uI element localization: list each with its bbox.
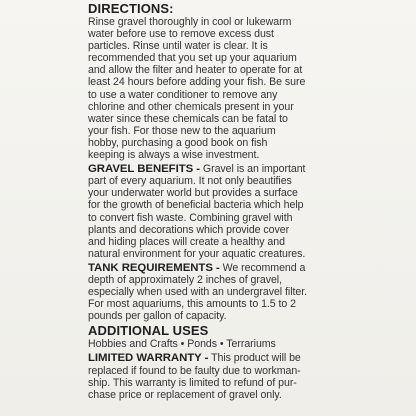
directions-line: and allow the filter and heater to operate for at (88, 64, 303, 77)
gravel-benefits-line: for the growth of beneficial bacteria which help (88, 199, 304, 212)
directions-line: least 24 hours before adding your fish. Be sure (88, 76, 306, 89)
limited-warranty-line: replaced if found to be faulty due to workman- (88, 364, 301, 377)
tank-requirements-line: pounds per gallon of capacity. (88, 310, 227, 323)
tank-requirements-first-line-text: We recommend a (219, 261, 306, 274)
gravel-benefits-line: natural environment for your aquatic creatures. (88, 247, 306, 260)
directions-heading: DIRECTIONS: (88, 1, 174, 16)
directions-line: Rinse gravel thoroughly in cool or lukewarm (88, 16, 292, 28)
limited-warranty-line: ship. This warranty is limited to refund of pur- (88, 376, 297, 389)
directions-line: to use a water conditioner to remove any (88, 88, 278, 101)
limited-warranty-section (88, 352, 408, 400)
directions-line: your fish. For those new to the aquarium (88, 124, 276, 137)
gravel-benefits-line: your underwater world but provides a surface (88, 187, 298, 200)
gravel-benefits-line: to convert fish waste. Combining gravel with (88, 211, 293, 224)
limited-warranty-heading: LIMITED WARRANTY - (88, 352, 209, 365)
directions-line: water before use to remove excess dust (88, 28, 274, 41)
tank-requirements-line: depth of approximately 2 inches of gravel, (88, 273, 282, 286)
directions-line: recommended that you set up your aquarium (88, 52, 297, 65)
gravel-benefits-first-line (88, 163, 408, 175)
additional-uses-section (88, 324, 408, 350)
tank-requirements-line: especially when used with an undergravel filter. (88, 286, 308, 299)
additional-uses-line: Hobbies and Crafts • Ponds • Terrariums (88, 338, 276, 351)
limited-warranty-first-line (88, 352, 408, 364)
gravel-benefits-line: plants and decorations which provide cover (88, 223, 290, 236)
tank-requirements-first-line (88, 262, 408, 274)
limited-warranty-first-line-text: This product will be (208, 352, 301, 365)
directions-line: water since these chemicals can be fatal to (88, 112, 288, 125)
directions-section (88, 2, 408, 161)
tank-requirements-line: For most aquariums, this amounts to 1.5 to 2 (88, 298, 297, 311)
directions-line: particles. Rinse until water is clear. It is (88, 40, 268, 53)
gravel-benefits-section (88, 163, 408, 260)
gravel-benefits-heading: GRAVEL BENEFITS - (88, 163, 201, 176)
directions-line: chlorine and other chemicals present in your (88, 100, 294, 113)
tank-requirements-section (88, 262, 408, 322)
gravel-benefits-first-line-text: Gravel is an important (200, 163, 306, 176)
gravel-benefits-line: and hiding places will create a healthy and (88, 235, 285, 248)
gravel-benefits-line: part of every aquarium. It not only beautifies (88, 175, 292, 188)
tank-requirements-heading: TANK REQUIREMENTS - (88, 261, 220, 274)
additional-uses-heading: ADDITIONAL USES (88, 323, 209, 339)
limited-warranty-line: chase price or replacement of gravel only. (88, 388, 282, 401)
directions-line: hobby, purchasing a good book on fish (88, 136, 268, 149)
directions-line: keeping is always a wise investment. (88, 149, 260, 162)
